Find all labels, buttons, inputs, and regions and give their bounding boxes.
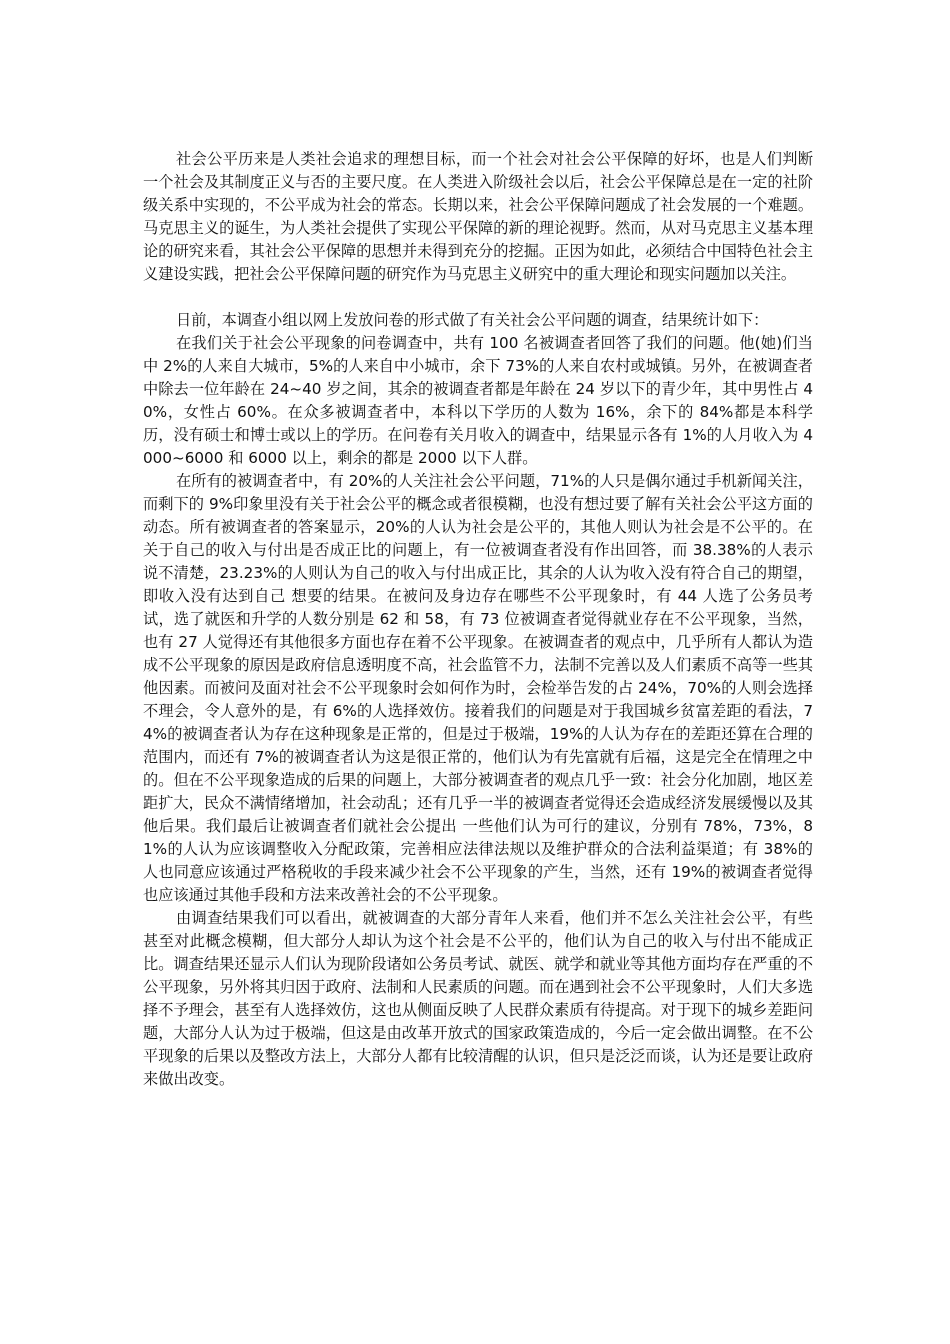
respondent-profile-paragraph: 在我们关于社会公平现象的问卷调查中，共有 100 名被调查者回答了我们的问题。他(她)们当中 2%的人来自大城市，5%的人来自中小城市，余下 73%的人来自农村或城镇。另外，在被调查者中除去一位年龄在 24~40 岁之间，其余的被调查者都是年龄在 24 岁以下的青少年，其中男性占 40%，女性占 60%。在众多被调查者中，本科以下学历的人数为 16%，余下的 84%都是本科学历，没有硕士和博士或以上的学历。在问卷有关月收入的调查中，结果显示各有 1%的人月收入为 4000~6000 和 6000 以上，剩余的都是 2000 以下人群。	[143, 334, 813, 467]
document-body	[143, 148, 813, 1091]
survey-results-paragraph: 在所有的被调查者中，有 20%的人关注社会公平问题，71%的人只是偶尔通过手机新闻关注，而剩下的 9%印象里没有关于社会公平的概念或者很模糊，也没有想过要了解有关社会公平这方面的动态。所有被调查者的答案显示，20%的人认为社会是公平的，其他人则认为社会是不公平的。在关于自己的收入与付出是否成正比的问题上，有一位被调查者没有作出回答，而 38.38%的人表示说不清楚，23.23%的人则认为自己的收入与付出成正比，其余的人认为收入没有符合自己的期望，即收入没有达到自己 想要的结果。在被问及身边存在哪些不公平现象时，有 44 人选了公务员考试，选了就医和升学的人数分别是 62 和 58，有 73 位被调查者觉得就业存在不公平现象，当然，也有 27 人觉得还有其他很多方面也存在着不公平现象。在被调查者的观点中，几乎所有人都认为造成不公平现象的原因是政府信息透明度不高，社会监管不力，法制不完善以及人们素质不高等一些其他因素。而被问及面对社会不公平现象时会如何作为时，会检举告发的占 24%，70%的人则会选择不理会，令人意外的是，有 6%的人选择效仿。接着我们的问题是对于我国城乡贫富差距的看法，74%的被调查者认为存在这种现象是正常的，但是过于极端，19%的人认为存在的差距还算在合理的范围内，而还有 7%的被调查者认为这是很正常的，他们认为有先富就有后福，这是完全在情理之中的。但在不公平现象造成的后果的问题上，大部分被调查者的观点几乎一致：社会分化加剧，地区差距扩大，民众不满情绪增加，社会动乱；还有几乎一半的被调查者觉得还会造成经济发展缓慢以及其他后果。我们最后让被调查者们就社会公提出 一些他们认为可行的建议，分别有 78%，73%，81%的人认为应该调整收入分配政策，完善相应法律法规以及维护群众的合法利益渠道；有 38%的人也同意应该通过严格税收的手段来减少社会不公平现象的产生，当然，还有 19%的被调查者觉得也应该通过其他手段和方法来改善社会的不公平现象。	[143, 472, 813, 904]
intro-paragraph: 社会公平历来是人类社会追求的理想目标，而一个社会对社会公平保障的好坏，也是人们判断一个社会及其制度正义与否的主要尺度。在人类进入阶级社会以后，社会公平保障总是在一定的社阶级关系中实现的，不公平成为社会的常态。长期以来，社会公平保障问题成了社会发展的一个难题。马克思主义的诞生，为人类社会提供了实现公平保障的新的理论视野。然而，从对马克思主义基本理论的研究来看，其社会公平保障的思想并未得到充分的挖掘。正因为如此，必须结合中国特色社会主义建设实践，把社会公平保障问题的研究作为马克思主义研究中的重大理论和现实问题加以关注。	[143, 150, 813, 283]
survey-intro-paragraph: 日前，本调查小组以网上发放问卷的形式做了有关社会公平问题的调查，结果统计如下：	[176, 311, 769, 329]
paragraph-spacer	[143, 286, 813, 309]
conclusion-paragraph: 由调查结果我们可以看出，就被调查的大部分青年人来看，他们并不怎么关注社会公平，有些甚至对此概念模糊，但大部分人却认为这个社会是不公平的，他们认为自己的收入与付出不能成正比。调查结果还显示人们认为现阶段诸如公务员考试、就医、就学和就业等其他方面均存在严重的不公平现象，另外将其归因于政府、法制和人民素质的问题。而在遇到社会不公平现象时，人们大多选择不予理会，甚至有人选择效仿，这也从侧面反映了人民群众素质有待提高。对于现下的城乡差距问题，大部分人认为过于极端，但这是由改革开放式的国家政策造成的，今后一定会做出调整。在不公平现象的后果以及整改方法上，大部分人都有比较清醒的认识，但只是泛泛而谈，认为还是要让政府来做出改变。	[143, 909, 813, 1088]
